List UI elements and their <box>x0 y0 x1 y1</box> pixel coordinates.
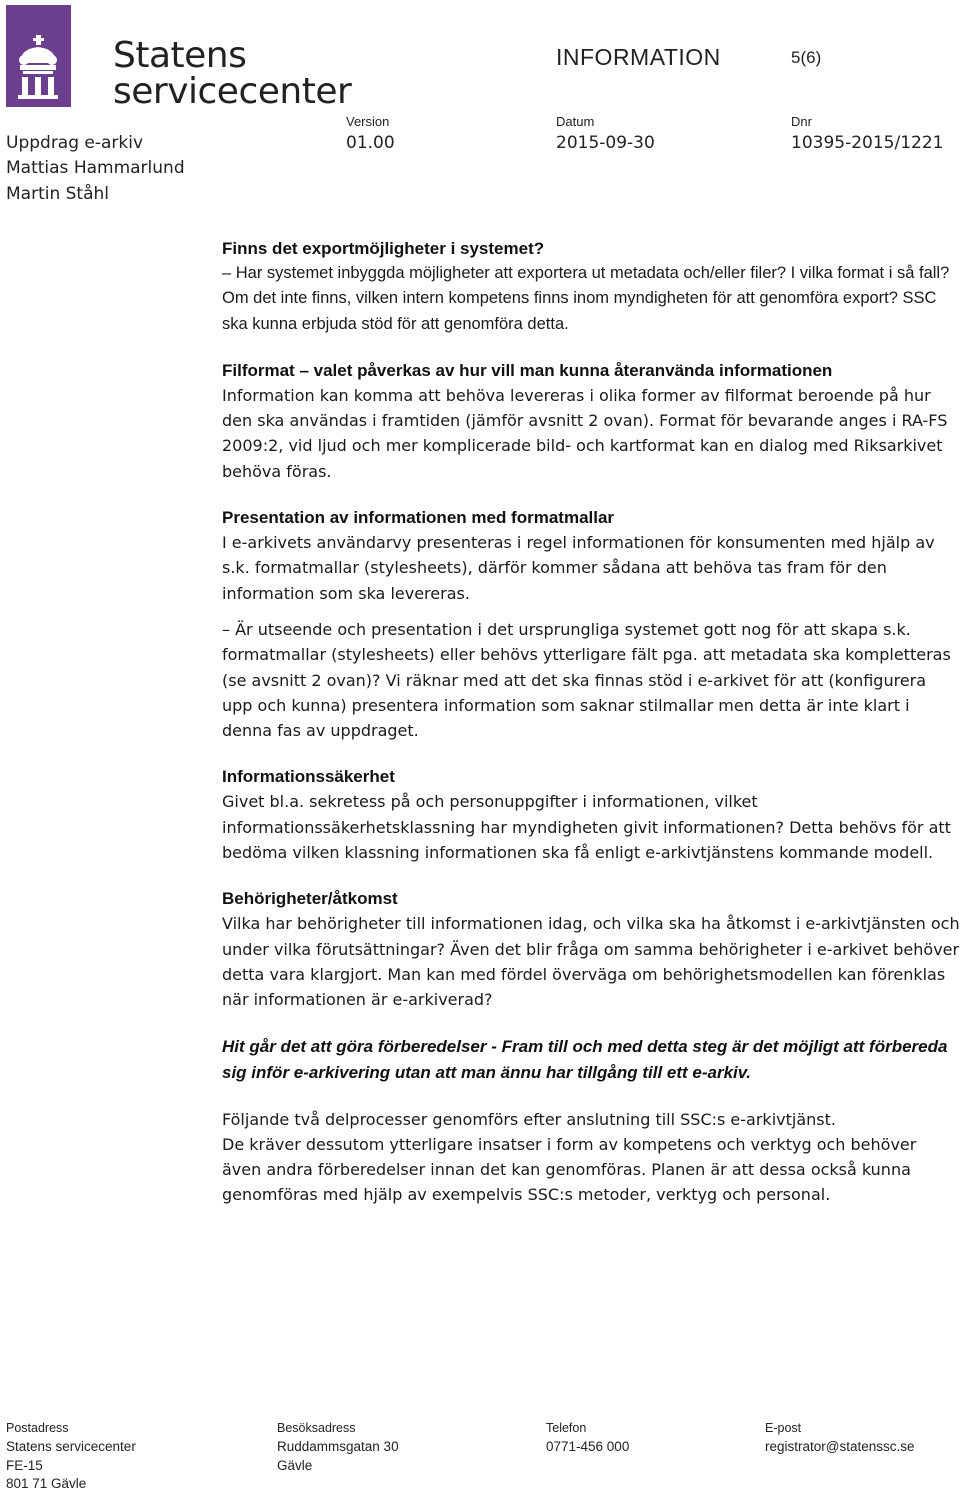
dnr-label: Dnr <box>791 114 812 129</box>
closing-paragraph: Följande två delprocesser genomförs efter anslutning till SSC:s e-arkivtjänst. <box>222 1109 836 1129</box>
logo-line-2: servicecenter <box>113 71 352 112</box>
paragraph: Vilka har behörigheter till informationen idag, och vilka ska ha åtkomst i e-arkivtjänsten och under vilka förutsättningar? Även det blir fråga om samma behörigheter i e-arkivet behöver detta vara klargjort. Man kan med fördel överväga om behörighetsmodellen kan förenklas när informationen är e-arkiverad? <box>222 914 960 1010</box>
section-heading: Presentation av informationen med formatmallar <box>222 508 615 528</box>
footer-email: registrator@statenssc.se <box>765 1439 915 1454</box>
footer-postal-line: 801 71 Gävle <box>6 1476 87 1491</box>
section-security <box>222 764 960 865</box>
document-body <box>222 236 960 1208</box>
paragraph: Givet bl.a. sekretess på och personuppgifter i informationen, vilket informationssäkerhetsklassning har myndigheten givit informationen? Detta behövs för att bedöma vilken klassning informationen ska få enligt e-arkivtjänstens kommande modell. <box>222 792 951 863</box>
author: Mattias Hammarlund <box>6 158 185 178</box>
closing-paragraph: De kräver dessutom ytterligare insatser i form av kompetens och verktyg och behöver även andra förberedelser innan det kan genomföras. Planen är att dessa också kunna genomföras med hjälp av exempelvis SSC:s metoder, verktyg och personal. <box>222 1134 917 1205</box>
logo-wordmark <box>113 35 352 112</box>
section-fileformat <box>222 358 960 484</box>
version-label: Version <box>346 114 390 129</box>
footer-email-label: E-post <box>765 1421 802 1435</box>
logo-emblem <box>6 5 71 107</box>
section-heading: Informationssäkerhet <box>222 767 395 787</box>
footer-postal-line: FE-15 <box>6 1458 43 1473</box>
paragraph: Information kan komma att behöva levereras i olika former av filformat beroende på hur den ska användas i framtiden (jämför avsnitt 2 ovan). Format för bevarande anges i RA-FS 2009:2, vid ljud och mer komplicerade bild- och kartformat kan en dialog med Riksarkivet behöva föras. <box>222 385 948 481</box>
emphasis-note: Hit går det att göra förberedelser - Fram till och med detta steg är det möjligt att förbereda sig inför e-arkivering utan att man ännu har tillgång till ett e-arkiv. <box>222 1036 948 1082</box>
date-label: Datum <box>556 114 595 129</box>
author: Martin Ståhl <box>6 184 110 204</box>
section-heading: Filformat – valet påverkas av hur vill man kunna återanvända informationen <box>222 360 833 380</box>
version-value: 01.00 <box>346 133 395 153</box>
footer-visit-line: Ruddammsgatan 30 <box>277 1439 399 1454</box>
footer-visit-line: Gävle <box>277 1458 313 1473</box>
project-name: Uppdrag e-arkiv <box>6 133 144 153</box>
footer-postal-line: Statens servicecenter <box>6 1439 136 1454</box>
section-export <box>222 236 960 337</box>
paragraph: I e-arkivets användarvy presenteras i regel informationen för konsumenten med hjälp av s.k. formatmallar (stylesheets), därför kommer sådana att behöva tas fram för den information som ska levereras. <box>222 533 935 603</box>
footer-phone-label: Telefon <box>546 1421 587 1435</box>
footer-postal-label: Postadress <box>6 1421 69 1435</box>
section-access <box>222 886 960 1012</box>
document-type: INFORMATION <box>556 44 721 70</box>
dnr-value: 10395-2015/1221 <box>791 133 944 153</box>
date-value: 2015-09-30 <box>556 133 655 153</box>
paragraph: – Har systemet inbyggda möjligheter att exportera ut metadata och/eller filer? I vilka format i så fall? Om det inte finns, vilken intern kompetens finns inom myndigheten för att genomföra export? SSC ska kunna erbjuda stöd för att genomföra detta. <box>222 264 950 333</box>
paragraph: – Är utseende och presentation i det ursprungliga systemet gott nog för att skapa s.k. formatmallar (stylesheets) eller behövs ytterligare fält pga. att metadata ska kompletteras (se avsnitt 2 ovan)? Vi räknar med att det ska finnas stöd i e-arkivet för att (konfigurera upp och kunna) presentera information som saknar stilmallar men detta är inte klart i denna fas av uppdraget. <box>222 619 951 741</box>
crown-emblem-icon <box>6 5 71 107</box>
logo-line-1: Statens <box>113 35 247 76</box>
section-heading: Behörigheter/åtkomst <box>222 889 398 909</box>
page-number: 5(6) <box>791 48 822 67</box>
footer-visit-label: Besöksadress <box>277 1421 356 1435</box>
section-presentation <box>222 505 960 743</box>
footer-phone: 0771-456 000 <box>546 1439 630 1454</box>
section-heading: Finns det exportmöjligheter i systemet? <box>222 239 545 258</box>
